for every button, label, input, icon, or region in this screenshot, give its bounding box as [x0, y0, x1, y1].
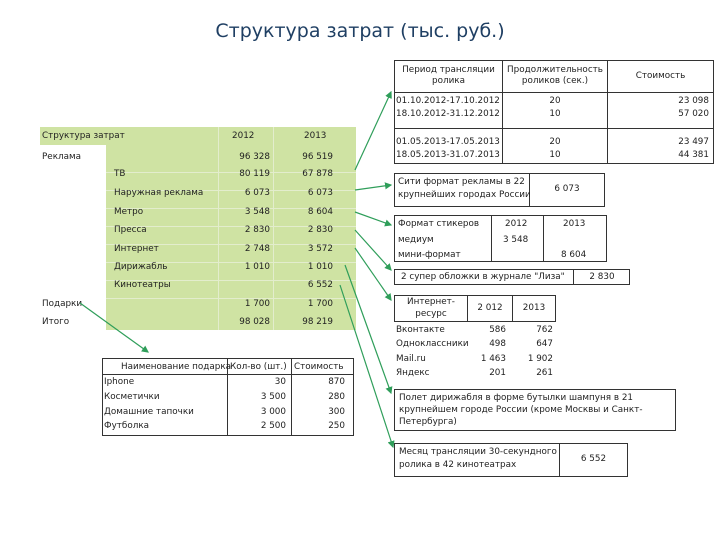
gift-name: Iphone	[104, 377, 135, 387]
metro-row-value: 3 548	[503, 235, 529, 245]
gift-name: Косметички	[104, 392, 160, 402]
cost-row-2012: 1 700	[244, 299, 270, 309]
cost-row-2013: 2 830	[307, 225, 333, 235]
gift-cost: 250	[328, 421, 345, 431]
internet-header-2013: 2013	[522, 303, 546, 313]
cost-row-label: Реклама	[42, 152, 82, 162]
tv-cost: 57 020	[678, 109, 709, 119]
press-text: 2 супер обложки в журнале "Лиза"	[401, 272, 565, 282]
gift-name: Домашние тапочки	[104, 407, 194, 417]
internet-header-label: Интернет-	[407, 297, 455, 307]
gifts-header-name: Наименование подарка	[121, 362, 232, 372]
metro-row-label: медиум	[398, 235, 434, 245]
tv-duration: 20	[549, 96, 561, 106]
tv-cost: 44 381	[678, 150, 709, 160]
metro-label: Формат стикеров	[398, 219, 480, 229]
cost-row-2012: 96 328	[239, 152, 270, 162]
cost-row-label: Пресса	[114, 225, 147, 235]
cost-header-2012: 2012	[232, 131, 255, 141]
gift-cost: 870	[328, 377, 345, 387]
cost-row-2012: 6 073	[244, 188, 270, 198]
metro-2012: 2012	[505, 219, 528, 229]
gift-qty: 3 500	[260, 392, 286, 402]
metro-row-value: 8 604	[561, 250, 587, 260]
cost-row-label: Интернет	[114, 244, 159, 254]
arrow-internet	[355, 248, 391, 300]
internet-2013: 261	[536, 368, 553, 378]
outdoor-value: 6 073	[554, 184, 580, 194]
press-value: 2 830	[589, 272, 615, 282]
internet-2012: 201	[489, 368, 506, 378]
cost-header-label: Структура затрат	[42, 131, 125, 141]
cost-row-2013: 98 219	[302, 317, 333, 327]
cost-row-2013: 3 572	[307, 244, 333, 254]
cinema-text: ролика в 42 кинотеатрах	[399, 460, 517, 470]
tv-period: 01.10.2012-17.10.2012	[396, 96, 500, 106]
internet-resource: Mail.ru	[396, 354, 426, 364]
cost-row-2012: 2 830	[244, 225, 270, 235]
cost-row-label: Итого	[42, 317, 70, 327]
tv-cost: 23 497	[678, 137, 709, 147]
gifts-header-cost: Стоимость	[294, 362, 344, 372]
gift-qty: 2 500	[260, 421, 286, 431]
tv-cost: 23 098	[678, 96, 709, 106]
tv-duration: 10	[549, 109, 561, 119]
cost-header-2013: 2013	[304, 131, 327, 141]
internet-header-label: ресурс	[415, 309, 447, 319]
cost-row-2012: 98 028	[239, 317, 270, 327]
tv-header-duration: Продолжительность роликов (сек.)	[507, 65, 603, 86]
gift-qty: 30	[274, 377, 286, 387]
arrow-metro	[355, 212, 391, 225]
internet-2013: 1 902	[527, 354, 553, 364]
metro-row-label: мини-формат	[398, 250, 461, 260]
gift-cost: 300	[328, 407, 345, 417]
arrow-cinema	[340, 285, 393, 447]
cost-row-label: Подарки	[42, 299, 83, 309]
cost-row-2013: 8 604	[307, 207, 333, 217]
internet-resource: Яндекс	[396, 368, 430, 378]
tv-period: 18.10.2012-31.12.2012	[396, 109, 500, 119]
tv-period: 18.05.2013-31.07.2013	[396, 150, 500, 160]
internet-resource: Вконтакте	[396, 325, 445, 335]
internet-header-2012: 2 012	[477, 303, 503, 313]
gift-qty: 3 000	[260, 407, 286, 417]
tv-period: 01.05.2013-17.05.2013	[396, 137, 500, 147]
tv-duration: 10	[549, 150, 561, 160]
cost-row-2013: 6 552	[307, 280, 333, 290]
cost-row-label: ТВ	[114, 169, 126, 179]
cost-row-2013: 1 010	[307, 262, 333, 272]
cost-row-label: Кинотеатры	[114, 280, 171, 290]
gifts-header-qty: Кол-во (шт.)	[230, 362, 287, 372]
cost-row-2012: 1 010	[244, 262, 270, 272]
internet-2013: 647	[536, 339, 553, 349]
cost-row-2012: 3 548	[244, 207, 270, 217]
arrow-tv	[355, 92, 391, 170]
cost-row-label: Наружная реклама	[114, 188, 204, 198]
arrow-outdoor	[355, 185, 391, 190]
outdoor-text: Сити формат рекламы в 22	[398, 177, 525, 187]
cinema-text: Месяц трансляции 30-секундного	[399, 447, 557, 457]
outdoor-text: крупнейших городах России	[398, 190, 531, 200]
cost-row-2012: 2 748	[244, 244, 270, 254]
airship-text: Петербурга)	[399, 417, 457, 427]
airship-text: Полет дирижабля в форме бутылки шампуня в 21	[399, 393, 634, 403]
arrow-gifts	[80, 303, 148, 352]
cost-row-2013: 96 519	[302, 152, 333, 162]
cinema-value: 6 552	[580, 454, 607, 464]
metro-2013: 2013	[563, 219, 586, 229]
cost-row-2013: 1 700	[307, 299, 333, 309]
cost-row-2013: 6 073	[307, 188, 333, 198]
internet-resource: Одноклассники	[396, 339, 469, 349]
tv-header-period: Период трансляции ролика	[402, 65, 495, 86]
cost-row-label: Дирижабль	[114, 262, 168, 272]
airship-text: крупнейшем городе России (кроме Москвы и Санкт-	[399, 405, 643, 415]
tv-duration: 20	[549, 137, 561, 147]
page-title: Структура затрат (тыс. руб.)	[215, 20, 505, 42]
internet-2013: 762	[536, 325, 553, 335]
internet-2012: 586	[489, 325, 506, 335]
cost-row-2012: 80 119	[239, 169, 270, 179]
tv-header-cost: Стоимость	[635, 71, 686, 81]
cost-row-2013: 67 878	[302, 169, 333, 179]
internet-2012: 1 463	[480, 354, 506, 364]
arrow-airship	[345, 265, 391, 393]
internet-2012: 498	[489, 339, 506, 349]
gift-cost: 280	[328, 392, 345, 402]
cost-row-label: Метро	[114, 207, 144, 217]
arrow-press	[355, 230, 391, 270]
gift-name: Футболка	[104, 421, 150, 431]
